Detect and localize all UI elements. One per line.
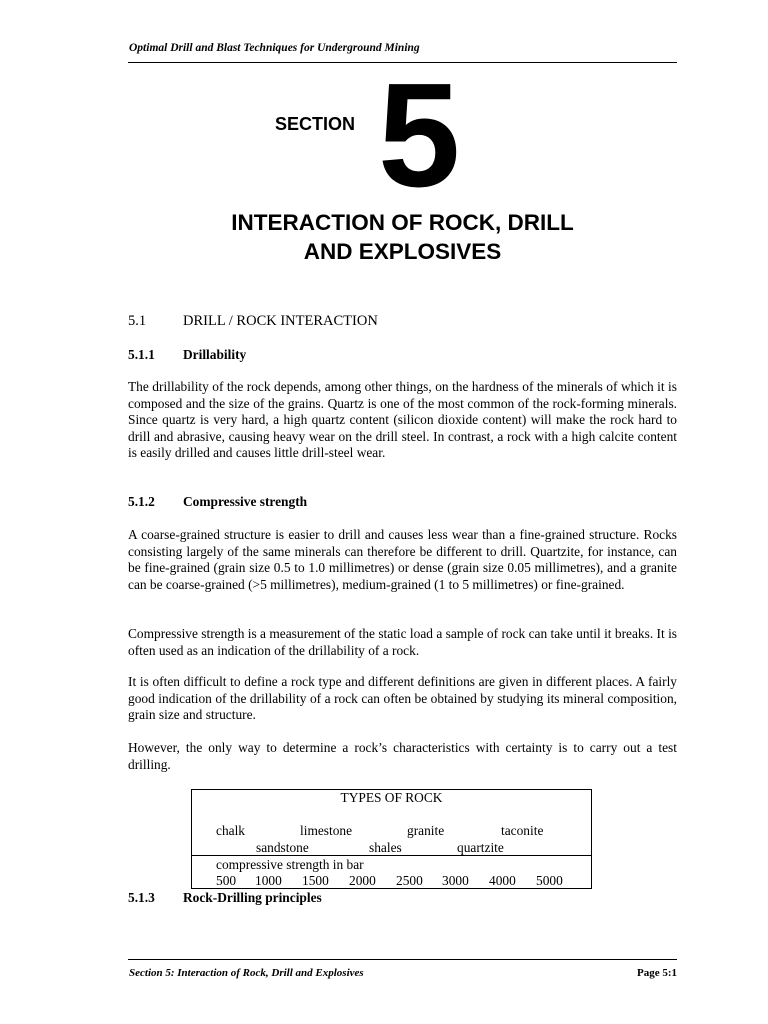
scale-value: 1500 xyxy=(302,873,329,888)
scale-value: 3000 xyxy=(442,873,469,888)
rock-taconite: taconite xyxy=(501,823,544,838)
table-title: TYPES OF ROCK xyxy=(340,790,443,805)
heading-text: Compressive strength xyxy=(183,494,308,509)
scale-value: 2000 xyxy=(349,873,376,888)
scale-value: 500 xyxy=(216,873,237,888)
rock-granite: granite xyxy=(407,823,445,838)
heading-text: DRILL / ROCK INTERACTION xyxy=(183,313,378,329)
rock-quartzite: quartzite xyxy=(457,840,504,855)
scale-label: compressive strength in bar xyxy=(216,857,364,872)
paragraph-rock-definition: It is often difficult to define a rock type and different definitions are given in different places. A fairly good indication of the drillability of a rock can often be obtained by studying its mineral composition, grain size and structure. xyxy=(128,674,677,723)
scale-value: 4000 xyxy=(489,873,516,888)
heading-number: 5.1.3 xyxy=(128,890,155,905)
rock-shales: shales xyxy=(369,840,402,855)
rock-types-table xyxy=(191,789,592,889)
scale-value: 1000 xyxy=(255,873,282,888)
chapter-title-line1: INTERACTION OF ROCK, DRILL xyxy=(231,210,574,235)
running-header: Optimal Drill and Blast Techniques for Underground Mining xyxy=(129,42,420,54)
rock-limestone: limestone xyxy=(300,823,353,838)
paragraph-test-drilling: However, the only way to determine a rock’s characteristics with certainty is to carry out a test drilling. xyxy=(128,740,677,772)
scale-value: 2500 xyxy=(396,873,423,888)
chapter-title-line2: AND EXPLOSIVES xyxy=(303,239,502,264)
heading-text: Rock-Drilling principles xyxy=(183,890,322,905)
heading-number: 5.1 xyxy=(128,313,147,329)
footer-page-number: Page 5:1 xyxy=(636,967,677,979)
footer-rule xyxy=(128,959,677,960)
scale-value: 5000 xyxy=(536,873,563,888)
heading-number: 5.1.1 xyxy=(128,347,155,362)
heading-text: Drillability xyxy=(183,347,247,362)
table-divider xyxy=(192,855,591,856)
heading-number: 5.1.2 xyxy=(128,494,155,509)
paragraph-grain-structure: A coarse-grained structure is easier to drill and causes less wear than a fine-grained structure. Rocks consisting largely of the same minerals can therefore be different to drill. Quartzite, for instance, can be fine-grained (grain size 0.5 to 1.0 millimetres) or dense (grain size 0.05 millimetres), and a granite can be coarse-grained (>5 millimetres), medium-grained (1 to 5 millimetres) or fine-grained. xyxy=(128,527,677,592)
paragraph-compressive-strength: Compressive strength is a measurement of the static load a sample of rock can take until it breaks. It is often used as an indication of the drillability of a rock. xyxy=(128,626,677,658)
section-label: SECTION xyxy=(275,114,356,134)
section-number: 5 xyxy=(378,53,461,218)
paragraph-drillability: The drillability of the rock depends, among other things, on the hardness of the minerals of which it is composed and the size of the grains. Quartz is one of the most common of the rock-forming minerals. Since quartz is very hard, a high quartz content (silicon dioxide content) will make the rock hard to drill and abrasive, causing heavy wear on the drill steel. In contrast, a rock with a high calcite content is easily drilled and causes little drill-steel wear. xyxy=(128,379,677,461)
rock-sandstone: sandstone xyxy=(256,840,309,855)
chapter-title xyxy=(128,208,677,266)
rock-chalk: chalk xyxy=(216,823,245,838)
footer-section-title: Section 5: Interaction of Rock, Drill and Explosives xyxy=(129,967,364,979)
